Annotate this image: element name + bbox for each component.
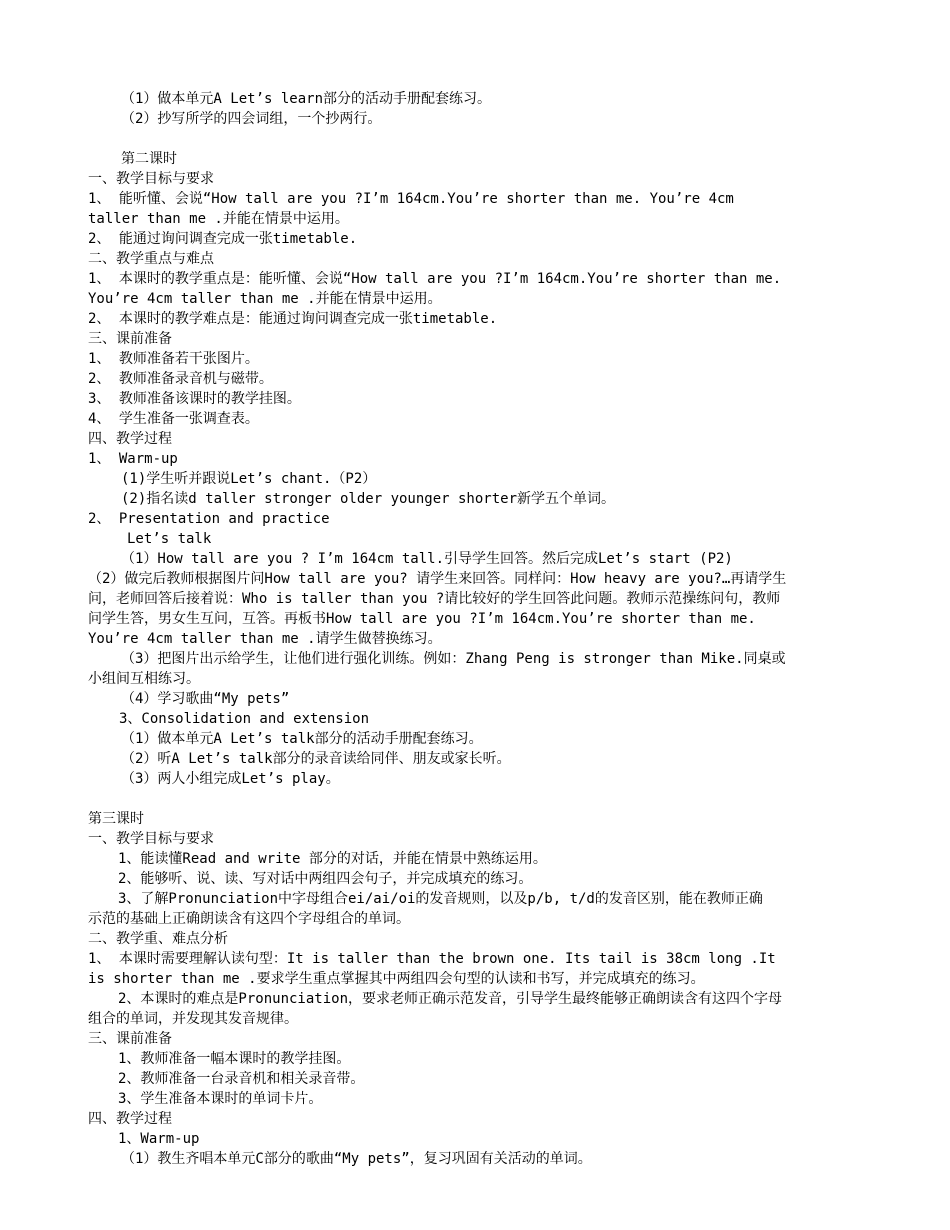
- text-line: 2、 教师准备录音机与磁带。: [88, 371, 273, 387]
- text-line: 问，老师回答后接着说：Who is taller than you ?请比较好的学生回答此问题。教师示范操练问句，教师: [88, 591, 781, 607]
- text-line: 4、 学生准备一张调查表。: [88, 411, 259, 427]
- text-line: You’re 4cm taller than me .请学生做替换练习。: [88, 631, 442, 647]
- document-page: [88, 89, 863, 1169]
- text-line: （2）听A Let’s talk部分的录音读给同伴、朋友或家长听。: [121, 751, 511, 767]
- text-line: 一、教学目标与要求: [88, 171, 214, 187]
- text-line: （2）抄写所学的四会词组，一个抄两行。: [121, 111, 382, 127]
- text-line: （3）两人小组完成Let’s play。: [121, 771, 340, 787]
- text-line: You’re 4cm taller than me .并能在情景中运用。: [88, 291, 442, 307]
- text-line: 三、课前准备: [88, 331, 172, 347]
- text-line: 示范的基础上正确朗读含有这四个字母组合的单词。: [88, 911, 410, 927]
- text-line: 1、 能听懂、会说“How tall are you ?I’m 164cm.You’re shorter than me. You’re 4cm: [88, 191, 734, 207]
- text-line: Let’s talk: [127, 531, 212, 547]
- text-line: taller than me .并能在情景中运用。: [88, 211, 349, 227]
- text-line: 第三课时: [88, 811, 144, 827]
- text-line: is shorter than me .要求学生重点掌握其中两组四会句型的认读和书写，并完成填充的练习。: [88, 971, 705, 987]
- text-line: （1）做本单元A Let’s learn部分的活动手册配套练习。: [121, 91, 492, 107]
- text-line: 3、学生准备本课时的单词卡片。: [118, 1091, 323, 1107]
- text-line: 问学生答，男女生互问，互答。再板书How tall are you ?I’m 164cm.You’re shorter than me.: [88, 611, 756, 627]
- text-line: 第二课时: [121, 151, 177, 167]
- text-line: 3、Consolidation and extension: [119, 711, 370, 727]
- text-line: 小组间互相练习。: [88, 671, 200, 687]
- text-line: 2、能够听、说、读、写对话中两组四会句子，并完成填充的练习。: [118, 871, 533, 887]
- text-line: 2、教师准备一台录音机和相关录音带。: [118, 1071, 365, 1087]
- text-line: （1）教生齐唱本单元C部分的歌曲“My pets”，复习巩固有关活动的单词。: [121, 1151, 592, 1167]
- text-line: （1）How tall are you ? I’m 164cm tall.引导学生回答。然后完成Let’s start (P2): [121, 551, 733, 567]
- text-line: 3、了解Pronunciation中字母组合ei/ai/oi的发音规则，以及p/b, t/d的发音区别，能在教师正确: [118, 891, 763, 907]
- text-line: 1、能读懂Read and write 部分的对话，并能在情景中熟练运用。: [118, 851, 547, 867]
- text-line: 1、Warm-up: [118, 1131, 200, 1147]
- text-line: 2、本课时的难点是Pronunciation，要求老师正确示范发音，引导学生最终能够正确朗读含有这四个字母: [118, 991, 782, 1007]
- text-line: 2、 本课时的教学难点是：能通过询问调查完成一张timetable.: [88, 311, 498, 327]
- text-line: 1、 Warm-up: [88, 451, 178, 467]
- text-line: （4）学习歌曲“My pets”: [121, 691, 290, 707]
- text-line: 组合的单词，并发现其发音规律。: [88, 1011, 298, 1027]
- text-line: 1、 本课时的教学重点是：能听懂、会说“How tall are you ?I’m 164cm.You’re shorter than me.: [88, 271, 782, 287]
- blank-line: [88, 129, 863, 149]
- text-line: （3）把图片出示给学生，让他们进行强化训练。例如：Zhang Peng is stronger than Mike.同桌或: [121, 651, 786, 667]
- document-body: [88, 89, 863, 1169]
- text-line: 三、课前准备: [88, 1031, 172, 1047]
- text-line: （2）做完后教师根据图片问How tall are you? 请学生来回答。同样问：How heavy are you?…再请学生: [88, 571, 787, 587]
- text-line: 一、教学目标与要求: [88, 831, 214, 847]
- text-line: 3、 教师准备该课时的教学挂图。: [88, 391, 301, 407]
- text-line: 1、 本课时需要理解认读句型：It is taller than the brown one. Its tail is 38cm long .It: [88, 951, 776, 967]
- text-line: 1、 教师准备若干张图片。: [88, 351, 259, 367]
- text-line: (2)指名读d taller stronger older younger shorter新学五个单词。: [121, 491, 616, 507]
- text-line: 二、教学重、难点分析: [88, 931, 228, 947]
- text-line: （1）做本单元A Let’s talk部分的活动手册配套练习。: [121, 731, 483, 747]
- text-line: 四、教学过程: [88, 431, 172, 447]
- text-line: 2、 Presentation and practice: [88, 511, 330, 527]
- text-line: 二、教学重点与难点: [88, 251, 214, 267]
- text-line: (1)学生听并跟说Let’s chant.（P2）: [121, 471, 377, 487]
- text-line: 2、 能通过询问调查完成一张timetable.: [88, 231, 358, 247]
- text-line: 四、教学过程: [88, 1111, 172, 1127]
- text-line: 1、教师准备一幅本课时的教学挂图。: [118, 1051, 351, 1067]
- blank-line: [88, 789, 863, 809]
